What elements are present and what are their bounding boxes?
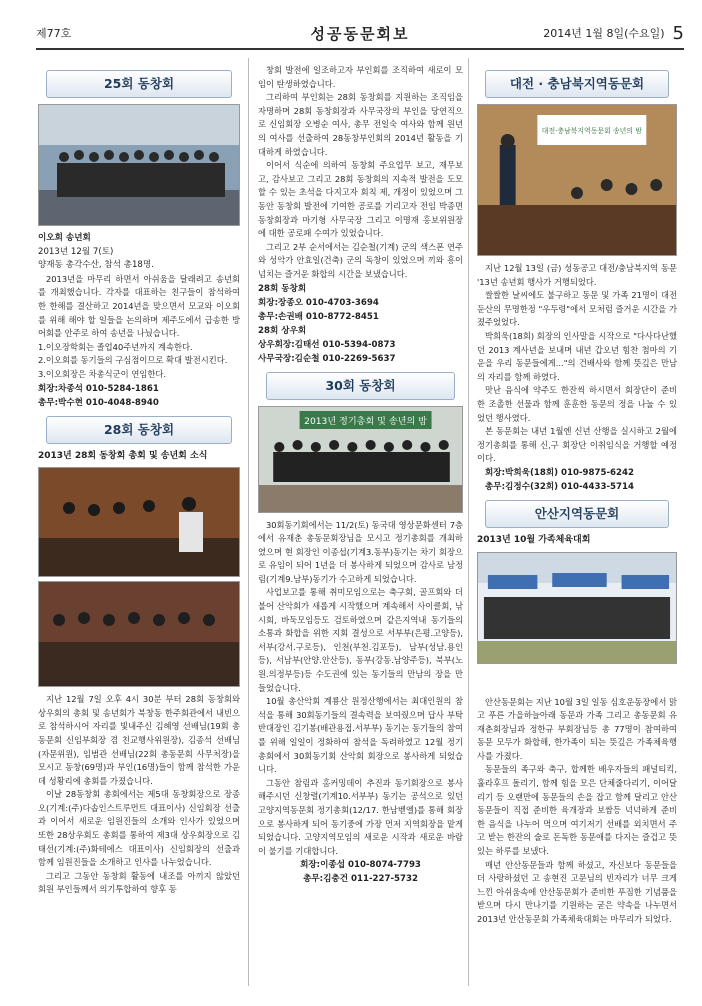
header-right [543, 23, 684, 44]
article-paragraph: 30회동기회에서는 11/2(토) 동국대 영상문화센터 7층에서 유재춘 총동문회장님을 모시고 정기총회를 개최하였으며 현 회장인 이종섭(기계3.동부)동기는 차기 회장으로 유임이 되어 1년을 더 봉사하게 되었으며 감사로 남정림(기계9.남부)동기가 수고하게 되었습니다. [258, 519, 463, 584]
article-paragraph: 지난 12월 13일 (금) 성동공고 대전/충남북지역 동문 '13년 송년회 행사가 거행되었다. [477, 263, 677, 287]
column-1 [38, 64, 240, 897]
banner-sign-text: 대전·충남북지역동문회 송년의 밤 [541, 126, 642, 136]
issue-date: 2014년 1월 8일(수요일) [543, 27, 665, 40]
article-paragraph: 박희욱(18회) 회장의 인사말을 시작으로 "다사다난했던 2013 계사년을 보내며 내년 갑오년 힘찬 첨마의 기운을 우리 동문들에게..."의 건배사와 함께 뜻깊은 만남의 자리를 함께 하였다. [477, 330, 677, 382]
contact-line: 회장:차종석 010-5284-1861 [38, 383, 159, 394]
column-2 [258, 64, 463, 886]
article-paragraph: 쌀쌀한 날씨에도 불구하고 동문 및 가족 21명이 대전 둔산의 무명한정 "우두령"에서 모처럼 즐거운 시간을 가졌주었었다. [477, 290, 677, 328]
event-photo-28b [38, 581, 240, 687]
section-banner-25: 25회 동창회 [46, 70, 232, 98]
contact-line: 28회 상우회 [258, 325, 307, 336]
list-item: 2.이오회를 동기들의 구심점이므로 확대 발전시킨다. [38, 355, 228, 366]
column-divider [468, 58, 469, 986]
event-date: 2013년 12월 7(토) [38, 246, 114, 257]
column-divider [248, 58, 249, 986]
article-paragraph: 지난 12월 7일 오후 4시 30분 부터 28회 동창회와 상우회의 총회 및 송년회가 북창동 한주회관에서 내빈으로 참석하시어 자리를 빛내주신 김혜영 선배님(19회 총동문회 신임부회장 겸 친교행사위원장), 김종석 선배님(자문위원), 임범관 선배님(22회 총동문회 사무처장)을 모시고 동창(69명)과 부인(16명)들이 함께 참석한 가운데 성황리에 총회를 가졌습니다. [38, 694, 240, 786]
banner-sign-text: 2013년 정기총회 및 송년의 밤 [304, 416, 427, 427]
group-photo-ansan [477, 552, 677, 664]
contact-line: 회장:박희욱(18회) 010-9875-6242 [485, 467, 634, 478]
article-paragraph: 이날 28동창회 총회에서는 제5대 동창회장으로 장종오(기계:(주)다솝인스트루먼트 대표이사) 신임회장 선출과 이어서 새로운 임원진들의 소개와 인사가 있었으며 또한 28상우회도 총회를 통하여 제3대 상우회장으로 김태선(기계:(주)화테에스 대표이사) 신임회장의 선출과 함께 임원진들을 소개하고 인사를 나누었습니다. [38, 789, 240, 868]
article-paragraph: 2013년을 마무리 하면서 아쉬움을 달래려고 송년회를 개최했습니다. 각자를 대표하는 친구들이 참석하여 한 한해를 결산하고 2014년을 맞으면서 모교와 이오회를 위해 해야 할 일들을 논의하며 제주도에서 급송한 방어회를 안주로 하여 송년을 나눴습니다. [38, 273, 240, 339]
article-paragraph: 그리고 2부 순서에서는 김순철(기계) 군의 색스폰 연주와 성악가 안효일(건축) 군의 독창이 있었으며 끼와 흥이 넘치는 즐거운 화합의 시간을 보냈습니다. [258, 241, 463, 279]
event-place: 양재동 총각수산, 참석 총18명. [38, 260, 154, 271]
contact-line: 총무:박수현 010-4048-8940 [38, 397, 159, 408]
article-paragraph: 안산동문회는 지난 10월 3일 일동 심호운동장에서 맑고 푸른 가을하늘아래 동문과 가족 그리고 총동문회 유재춘회장님과 정한규 부회장님등 총 77명이 참여하여 동문 모두가 화합해, 한가족이 되는 뜻깊은 가족체육행사를 가졌다. [477, 696, 677, 761]
newsletter-title: 성공동문회보 [310, 24, 410, 43]
section-banner-daejeon: 대전 · 충남북지역동문회 [485, 70, 669, 98]
article-paragraph: 10월 총산악회 계룡산 원정산행에서는 최대인원의 참석을 통해 30회동기들의 결속력을 보여줬으며 답사 부탁반대장인 김기봉(배관용접.서부부) 동기는 동기들의 참여를 위해 일일이 정화하여 참석을 독려하였고 12월 정기총회에서 30회동기회 산악회 회장으로 봉사하게 되었습니다. [258, 696, 463, 775]
article-paragraph: 그동안 참림과 홈커밍데이 추진과 동기회장으로 봉사해주시던 신창렬(기계10.서부부) 동기는 공석으로 있던 고양지역동문회 정기총회(12/17. 한남벧엘)를 통해 회장으로 봉사하게 되어 동기중에 가장 먼저 지역회장을 맡게 되었습니다. 고양지역모임의 새로운 시작과 새로운 바람이 불기를 기대합니다. [258, 777, 463, 856]
contact-line: 회장:장종오 010-4703-3694 [258, 297, 379, 308]
article-paragraph: 맛난 음식에 약주도 한잔씩 하시면서 회장단이 준비한 조촐한 선물과 함께 훈훈한 동문의 정을 나눌 수 있었던 행사였다. [477, 385, 677, 423]
contact-line: 사무국장:김순철 010-2269-5637 [258, 353, 396, 364]
article-paragraph: 동문들의 족구와 축구, 합께한 배우자들의 패널티킥, 훌라후프 돌리기, 함께 힘을 모은 단체줄다리기, 이어달리기 등 오랜만에 동문들의 손을 잡고 함께 달리고 안산동문들이 직접 준비한 육개장과 보쌈등 넉넉하게 준비한 음식을 나누어 먹으며 여기저기 선배를 외치면서 주고 받는 한잔의 술로 돈독한 동문애를 다지는 즐겁고 뜻있는 하루를 보냈다. [477, 764, 677, 857]
article-paragraph: 그리하여 부인회는 28회 동창회를 지원하는 조직임을 자명하며 28회 동창회장과 사무국장의 부인을 당연직으로 신임회장 오병순 여사, 총무 전일숙 여사와 함께 원년의 여사를 선출하여 28동창부인회의 2014년 활동을 기대하게 하였습니다. [258, 92, 463, 157]
event-name: 이오회 송년회 [38, 233, 91, 243]
page-number: 5 [672, 22, 684, 44]
page-header [36, 20, 684, 46]
article-paragraph: 창회 발전에 일조하고자 부인회를 조직하여 새로이 모임이 탄생하였습니다. [258, 65, 463, 89]
header-rule [36, 48, 684, 50]
contact-line: 총무:김충건 011-227-5732 [303, 874, 418, 885]
event-photo-daejeon [477, 104, 677, 256]
contact-line: 회장:이종섭 010-8074-7793 [300, 860, 421, 871]
section-banner-ansan: 안산지역동문회 [485, 500, 669, 528]
contact-line: 총무:김정수(32회) 010-4433-5714 [485, 481, 634, 492]
article-paragraph: 이어서 식순에 의하여 동창회 주요업무 보고, 재무보고, 감사보고 그리고 28회 동창회의 지속적 발전을 도모할 수 있는 초석을 다지고자 회칙 제, 개정이 있었으며 그 동안 동창회 발전에 기여한 공로를 기리고자 전임 박종면 동창회장과 마기형 사무국장 그리고 이명재 홍보위원장에 대한 공로패 수여가 있었습니다. [258, 160, 463, 239]
group-photo-25 [38, 104, 240, 226]
section-banner-28: 28회 동창회 [46, 416, 232, 444]
contact-line: 총무:손권배 010-8772-8451 [258, 311, 379, 322]
section-banner-30: 30회 동창회 [266, 372, 455, 400]
list-item: 1.이오장학회는 졸업40주년까지 계속한다. [38, 341, 193, 352]
article-paragraph: 본 동문회는 내년 1월엔 신년 산행을 실시하고 2월에 정기총회를 통해 신,구 회장단 이취임식을 거행할 예정이다. [477, 426, 677, 464]
section-subtitle: 2013년 10월 가족체육대회 [477, 534, 591, 545]
column-3 [477, 64, 677, 927]
event-photo-28a [38, 467, 240, 577]
article-paragraph: 사업보고를 통해 취미모임으로는 축구회, 골프회와 더불어 산악회가 새롭게 시작했으며 계속해서 사이클회, 낚시회, 바둑모임등도 검토하였으며 같은지역내 동기들의 소통과 화합을 위한 지회 결성으로 서부부(은평.고양등), 서부(강서.구로등), 인천(부천.김포등), 남부(성남.용인등), 서남부(안양.안산등), 동부(강동.남양주등), 북부(노원.의정부등)등 수도권에 있는 동기들의 만남의 장을 만들었습니다. [258, 587, 463, 693]
section-subtitle: 2013년 28회 동창회 총회 및 송년회 소식 [38, 450, 208, 461]
issue-number: 제77호 [36, 27, 72, 40]
article-paragraph: 매년 안산동문들과 함께 하셨고, 자신보다 동문들을 더 사랑하셨던 고 송현진 고문님의 빈자리가 너무 크게 느낀 아쉬움속에 안산동문회가 준비한 푸짐한 기념품을 받으며 다시 만나기를 기원하는 굳은 약속을 나누면서 2013년 안산동문회 가족체육대회는 마무리가 되었다. [477, 859, 677, 924]
list-item: 3.이오회장은 차총식군이 연임한다. [38, 368, 167, 379]
group-photo-30 [258, 406, 463, 513]
contact-line: 28회 동창회 [258, 283, 307, 294]
article-paragraph: 그리고 그동안 동창회 활동에 내조를 아끼지 않았던 회원 부인들께서 의기투합하여 향후 동 [38, 870, 240, 895]
contact-line: 상우회장:김태선 010-5394-0873 [258, 339, 396, 350]
